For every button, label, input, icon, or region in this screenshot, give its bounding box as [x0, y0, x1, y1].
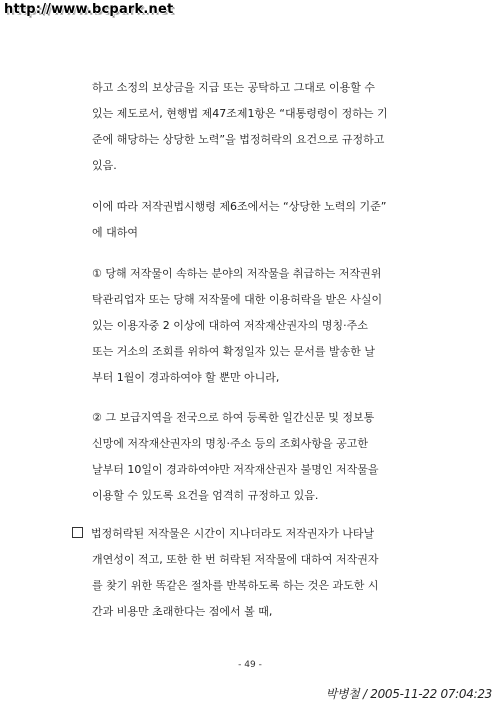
text-line: 부터 1월이 경과하여야 할 뿐만 아니라, [92, 371, 280, 384]
paragraph-item-1 [92, 261, 452, 391]
text-line: 있는 이용자중 2 이상에 대하여 저작재산권자의 명칭·주소 [92, 319, 368, 332]
text-line: 날부터 10일이 경과하여야만 저작재산권자 불명인 저작물을 [92, 463, 379, 476]
text-line: ① 당해 저작물이 속하는 분야의 저작물을 취급하는 저작권위 [92, 267, 382, 280]
page-number: - 49 - [238, 660, 262, 670]
site-watermark: http://www.bcpark.net [4, 2, 174, 17]
text-line: 이에 따라 저작권법시행령 제6조에서는 “상당한 노력의 기준” [92, 200, 387, 213]
paragraph-statutory-license [92, 75, 452, 179]
text-line: 를 찾기 위한 똑같은 절차를 반복하도록 하는 것은 과도한 시 [92, 579, 379, 592]
paragraph-checkbox-item [72, 521, 464, 625]
checkbox-icon [72, 527, 83, 538]
text-line: 탁관리업자 또는 당해 저작물에 대한 이용허락을 받은 사실이 [92, 293, 383, 306]
paragraph-enforcement-decree [92, 194, 452, 246]
checkbox-line [72, 521, 464, 547]
text-line: 또는 거소의 조회를 위하여 확정일자 있는 문서를 발송한 날 [92, 345, 375, 358]
text-line: 신망에 저작재산권자의 명칭·주소 등의 조회사항을 공고한 [92, 437, 369, 450]
text-line: 간과 비용만 초래한다는 점에서 볼 때, [92, 605, 273, 618]
text-line: 하고 소정의 보상금을 지급 또는 공탁하고 그대로 이용할 수 [92, 81, 375, 94]
paragraph-item-2 [92, 405, 452, 509]
text-line: 있음. [92, 159, 117, 172]
text-line: 개연성이 적고, 또한 한 번 허락된 저작물에 대하여 저작권자 [92, 553, 379, 566]
footer-stamp: 박병철 / 2005-11-22 07:04:23 [325, 687, 492, 701]
text-line: 있는 제도로서, 현행법 제47조제1항은 “대통령령이 정하는 기 [92, 107, 388, 120]
text-line: ② 그 보급지역을 전국으로 하여 등록한 일간신문 및 정보통 [92, 411, 375, 424]
text-line: 준에 해당하는 상당한 노력”을 법정허락의 요건으로 규정하고 [92, 133, 385, 146]
text-line: 에 대하여 [92, 226, 139, 239]
text-line: 이용할 수 있도록 요건을 엄격히 규정하고 있음. [92, 489, 319, 502]
text-line: 법정허락된 저작물은 시간이 지나더라도 저작권자가 나타날 [91, 527, 375, 540]
